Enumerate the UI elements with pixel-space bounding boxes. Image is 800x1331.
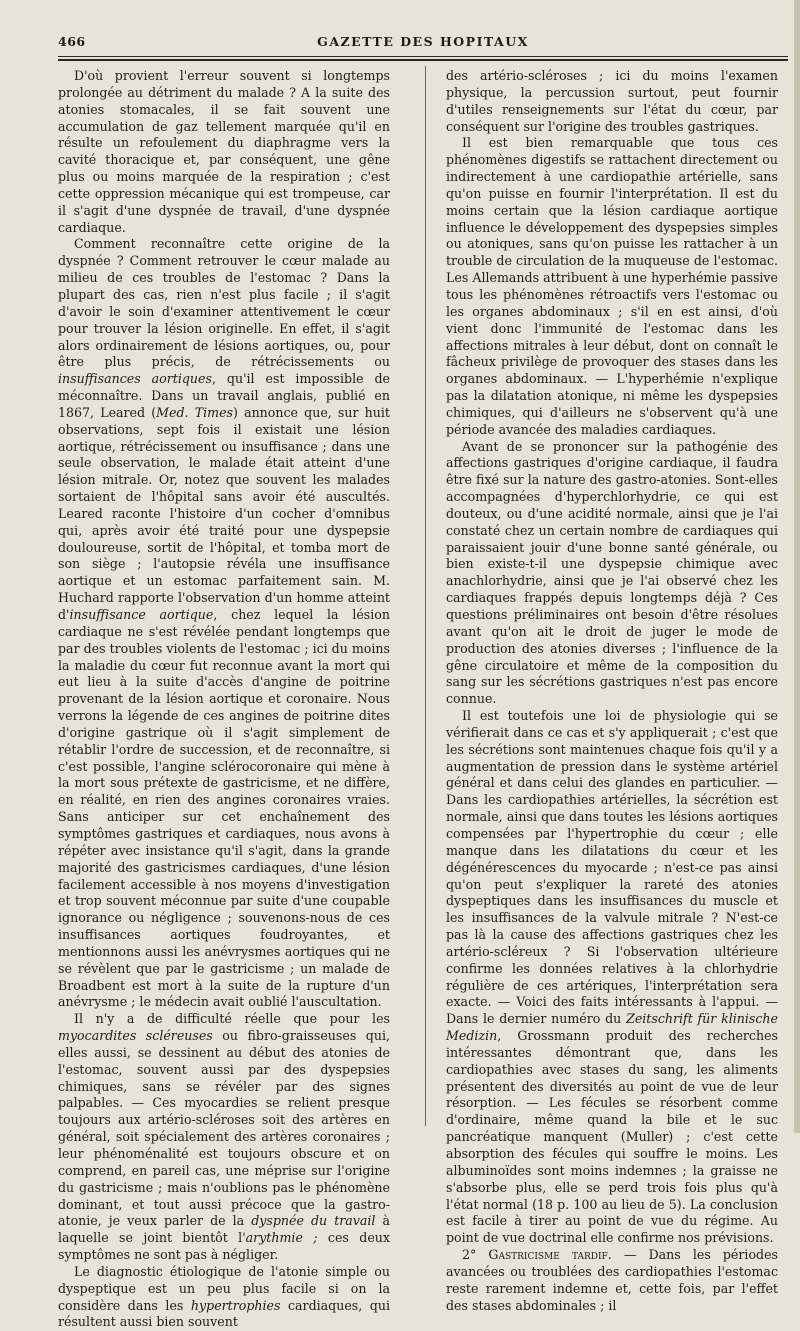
right-column: [446, 68, 778, 1313]
column-divider: [425, 66, 426, 1126]
paragraph: Il est toutefois une loi de physiologie qui se vérifierait dans ce cas et s'y appliquerait ; c'est que les sécrétions sont maintenues chaque fois qu'il y a augmentation de pression dans le système artériel général et dans celui des glandes en particulier. — Dans les cardiopathies artérielles, la sécrétion est normale, ainsi que dans toutes les lésions aortiques compensées par l'hypertrophie du cœur ; elle manque dans les dilatations du cœur et les dégénérescences du myocarde ; n'est-ce pas ainsi qu'on peut s'expliquer la rareté des atonies dyspeptiques dans les insuffisances du muscle et les insuffisances de la valvule mitrale ? N'est-ce pas là la cause des affections gastriques chez les artério-scléreux ? Si l'observation ultérieure confirme les données relatives à la chlorhydrie régulière de ces artériques, l'interprétation sera exacte. — Voici des faits intéressants à l'appui. — Dans le dernier numéro du Zeitschrift für klinische Medizin, Grossmann produit des recherches intéressantes démontrant que, dans les cardiopathies avec stases du sang, les aliments présentent des diversités au point de vue de leur résorption. — Les fécules se résorbent comme d'ordinaire, même quand la bile et le suc pancréatique manquent (Muller) ; c'est cette absorption des fécules qui souffre le moins. Les albuminoïdes sont moins indemnes ; la graisse ne s'absorbe plus, elle se perd trois fois plus qu'à l'état normal (18 p. 100 au lieu de 5). La conclusion est facile à tirer au point de vue du régime. Au point de vue doctrinal elle confirme nos prévisions.: [446, 708, 778, 1246]
paragraph: Comment reconnaître cette origine de la dyspnée ? Comment retrouver le cœur malade au milieu de ces troubles de l'estomac ? Dans la plupart des cas, rien n'est plus facile ; il s'agit d'avoir le soin d'examiner attentivement le cœur pour trouver la lésion originelle. En effet, il s'agit alors ordinairement de lésions aortiques, ou, pour être plus précis, de rétrécissements ou insuffisances aortiques, qu'il est impossible de méconnaître. Dans un travail anglais, publié en 1867, Leared (Med. Times) annonce que, sur huit observations, sept fois il existait une lésion aortique, rétrécissement ou insuffisance ; dans une seule observation, le malade était atteint d'une lésion mitrale. Or, notez que souvent les malades sortaient de l'hôpital sans avoir été auscultés. Leared raconte l'histoire d'un cocher d'omnibus qui, après avoir été traité pour une dyspepsie douloureuse, sortit de l'hôpital, et tomba mort de son siège ; l'autopsie révéla une insuffisance aortique et un estomac parfaitement sain. M. Huchard rapporte l'observation d'un homme atteint d'insuffisance aortique, chez lequel la lésion cardiaque ne s'est révélée pendant longtemps que par des troubles violents de l'estomac ; ici du moins la maladie du cœur fut reconnue avant la mort qui eut lieu à la suite d'accès d'angine de poitrine provenant de la lésion aortique et coronaire. Nous verrons la légende de ces angines de poitrine dites d'origine gastrique où il s'agit simplement de rétablir l'ordre de succession, et de reconnaître, si c'est possible, l'angine sclérocoronaire qui mène à la mort sous prétexte de gastricisme, et ne diffère, en réalité, en rien des angines coronaires vraies. Sans anticiper sur cet enchaînement des symptômes gastriques et cardiaques, nous avons à répéter avec insistance qu'il s'agit, dans la grande majorité des gastricismes cardiaques, d'une lésion facilement accessible à nos moyens d'investigation et trop souvent méconnue par suite d'une coupable ignorance ou négligence ; souvenons-nous de ces insuffisances aortiques foudroyantes, et mentionnons aussi les anévrysmes aortiques qui ne se révèlent que par le gastricisme ; un malade de Broadbent est mort à la suite de la rupture d'un anévrysme ; le médecin avait oublié l'auscultation.: [58, 236, 390, 1010]
paragraph: Il n'y a de difficulté réelle que pour les myocardites scléreuses ou fibro-graisseuses qui, elles aussi, se dessinent au début des atonies de l'estomac, souvent aussi par des dyspepsies chimiques, sans se révéler par des signes palpables. — Ces myocardies se relient presque toujours aux artério-scléroses soit des artères en général, soit spécialement des artères coronaires ; leur phénoménalité est toujours obscure et on comprend, en pareil cas, une méprise sur l'origine du gastricisme ; mais n'oublions pas le phénomène dominant, et tout aussi précoce que la gastro-atonie, je veux parler de la dyspnée du travail à laquelle se joint bientôt l'arythmie ; ces deux symptômes ne sont pas à négliger.: [58, 1011, 391, 1263]
section-paragraph: 2° Gastricisme tardif. — Dans les périodes avancées ou troublées des cardiopathies l'estomac reste rarement indemne et, cette fois, par l'effet des stases abdominales ; il: [446, 1247, 778, 1313]
page-edge: [794, 0, 800, 1133]
journal-title: GAZETTE DES HOPITAUX: [317, 34, 529, 49]
page-header: [58, 34, 788, 54]
paragraph: Avant de se prononcer sur la pathogénie des affections gastriques d'origine cardiaque, il faudra être fixé sur la nature des gastro-atonies. Sont-elles accompagnées d'hyperchlorhydrie, ce qui est douteux, ou d'une acidité normale, ainsi que je l'ai constaté chez un certain nombre de cardiaques qui paraissaient jouir d'une bonne santé générale, ou bien existe-t-il une dyspepsie chimique avec anachlorhydrie, ainsi que je l'ai observé chez les cardiaques frappés depuis longtemps déjà ? Ces questions préliminaires ont besoin d'être résolues avant qu'on ait le droit de juger le mode de production des atonies diverses ; l'influence de la gêne circulatoire et même de la composition du sang sur les sécrétions gastriques n'est pas encore connue.: [446, 438, 778, 707]
left-column: [58, 68, 391, 1330]
paragraph: Il est bien remarquable que tous ces phénomènes digestifs se rattachent directement ou indirectement à une cardiopathie artérielle, sans qu'on puisse en fournir l'interprétation. Il est du moins certain que la lésion cardiaque aortique influence le développement des dyspepsies simples ou atoniques, sans qu'on puisse les rattacher à un trouble de circulation de la muqueuse de l'estomac. Les Allemands attribuent à une hyperhémie passive tous les phénomènes rétroactifs vers l'estomac ou les organes abdominaux ; s'il en est ainsi, d'où vient donc l'immunité de l'estomac dans les affections mitrales à leur début, dont on connaît le fâcheux privilège de provoquer des stases dans les organes abdominaux. — L'hyperhémie n'explique pas la dilatation atonique, ni même les dyspepsies chimiques, qui d'ailleurs ne s'observent qu'à une période avancée des maladies cardiaques.: [446, 135, 778, 437]
section-number: 2°: [462, 1247, 477, 1263]
header-rule-thick: [58, 59, 788, 61]
section-heading: Gastricisme tardif.: [488, 1247, 612, 1263]
paragraph: D'où provient l'erreur souvent si longtemps prolongée au détriment du malade ? A la suite des atonies stomacales, il se fait souvent une accumulation de gaz tellement marquée qu'il en résulte un refoulement du diaphragme vers la cavité thoracique et, par conséquent, une gêne plus ou moins marquée de la respiration ; c'est cette oppression mécanique qui est trompeuse, car il s'agit d'une dyspnée de travail, d'une dyspnée cardiaque.: [58, 68, 390, 235]
paragraph: Le diagnostic étiologique de l'atonie simple ou dyspeptique est un peu plus facile si on la considère dans les hypertrophies cardiaques, qui résultent aussi bien souvent: [58, 1263, 390, 1330]
paragraph: des artério-scléroses ; ici du moins l'examen physique, la percussion surtout, peut fournir d'utiles renseignements sur l'état du cœur, par conséquent sur l'origine des troubles gastriques.: [446, 68, 778, 134]
header-rule: [58, 56, 788, 57]
page-number: 466: [58, 34, 86, 49]
